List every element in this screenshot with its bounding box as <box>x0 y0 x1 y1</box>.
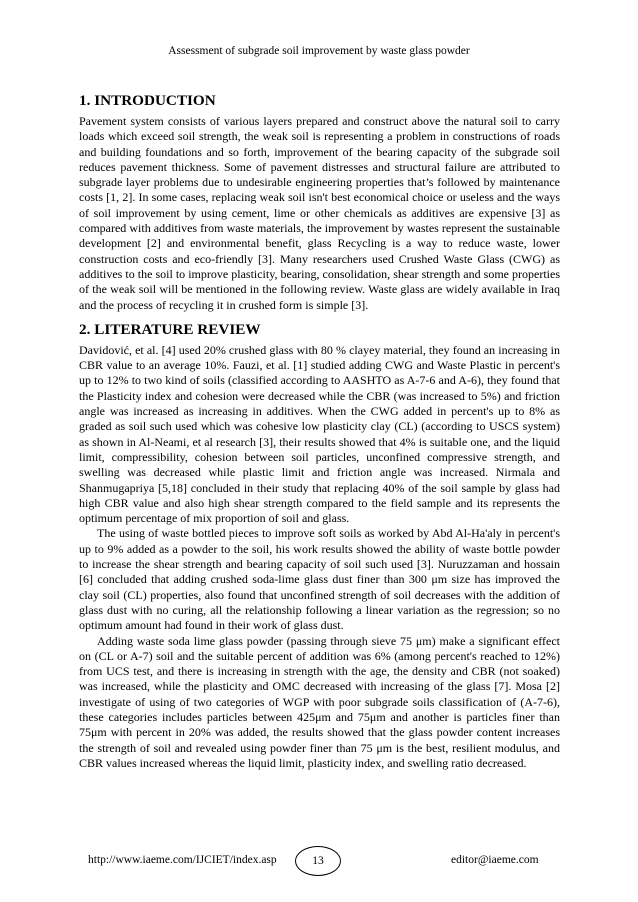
section-heading-literature-review: 2. LITERATURE REVIEW <box>79 320 261 338</box>
page-number: 13 <box>295 846 341 876</box>
literature-paragraph-3: Adding waste soda lime glass powder (passing through sieve 75 μm) make a significant effect on (CL or A-7) soil and the suitable percent of addition was 6% (among percent's reached to 12%) from UCS test, and there is increasing in strength with the age, the density and CBR (not soaked) was increased, while the plasticity and OMC decreased with increasing of the glass [7]. Mosa [2] investigate of using of two categories of WGP with poor subgrade soils classification of (A-7-6), these categories includes particles between 425μm and 75μm and another is particles finer than 75μm with percent in 20% was added, the results showed that the glass powder content increases the strength of soil and revealed using powder finer than 75 μm is the best, resilient modulus, and CBR values increased whereas the liquid limit, plasticity index, and swelling ratio decreased. <box>79 633 560 770</box>
literature-paragraph-1: Davidović, et al. [4] used 20% crushed glass with 80 % clayey material, they found an increasing in CBR value to an average 10%. Fauzi, et al. [1] studied adding CWG and Waste Plastic in percent's up to 12% to two kind of soils (classified according to AASHTO as A-7-6 and A-6), they found that the Plasticity index and cohesion were decreased while the CBR (was increased to 5%) and friction angle was increased as increasing in additives. When the CWG added in percent's up to 8% as graded as soil such used which was cohesive low plasticity clay (CL) (according to USCS system) as shown in Al-Neami, et al research [3], their results showed that 4% is suitable one, and the liquid limit, compressibility, cohesion between soil particles, unconfined compressive strength, and swelling was decreased while plastic limit and friction angle was increased. Nirmala and Shanmugapriya [5,18] concluded in their study that replacing 40% of the soil sample by glass had high CBR value and also high shear strength compared to the field sample and its represents the optimum percentage of mix proportion of soil and glass. <box>79 342 560 526</box>
section-heading-introduction: 1. INTRODUCTION <box>79 92 216 109</box>
footer-email-link[interactable]: editor@iaeme.com <box>451 854 539 866</box>
page-footer <box>0 846 638 876</box>
introduction-paragraph: Pavement system consists of various layers prepared and construct above the natural soil to carry loads which exceed soil strength, the weak soil is representing a problem in constructions of roads and building foundations and so forth, improvement of the bearing capacity of the subgrade soil reduces pavement thickness. Some of pavement distresses and structural failure are attributed to subgrade layer problems due to undesirable engineering properties that’s followed by maintenance costs [1, 2]. In some cases, replacing weak soil isn't best economical choice or useless and the ways of soil improvement by using cement, lime or other chemicals as additives are expensive [3] as compared with additives from waste materials, the improvement by wastes represent the sustainable development [2] and environmental benefit, glass Recycling is a way to reduce waste, lower construction costs and eco-friendly [3]. Many researchers used Crushed Waste Glass (CWG) as additives to the soil to improve plasticity, bearing, consolidation, shear strength and some properties of the weak soil will be mentioned in the following review. Waste glass are widely available in Iraq and the process of recycling it in crushed form is simple [3]. <box>79 114 560 312</box>
footer-url-link[interactable]: http://www.iaeme.com/IJCIET/index.asp <box>88 854 277 866</box>
literature-paragraph-2: The using of waste bottled pieces to improve soft soils as worked by Abd Al-Ha'aly in percent's up to 9% added as a powder to the soil, his work results showed the ability of waste bottle powder to increase the shear strength and bearing capacity of soil such used [3]. Nuruzzaman and hossain [6] concluded that adding crushed soda-lime glass dust finer than 300 μm size has improved the clay soil (CL) properties, also found that unconfined strength of soil decreases with the addition of glass dust with no curing, all the relationship following a linear variation as the regression; so no optimum amount had found in their work of glass dust. <box>79 526 560 633</box>
article-body <box>79 92 560 771</box>
running-header: Assessment of subgrade soil improvement by waste glass powder <box>168 45 470 57</box>
